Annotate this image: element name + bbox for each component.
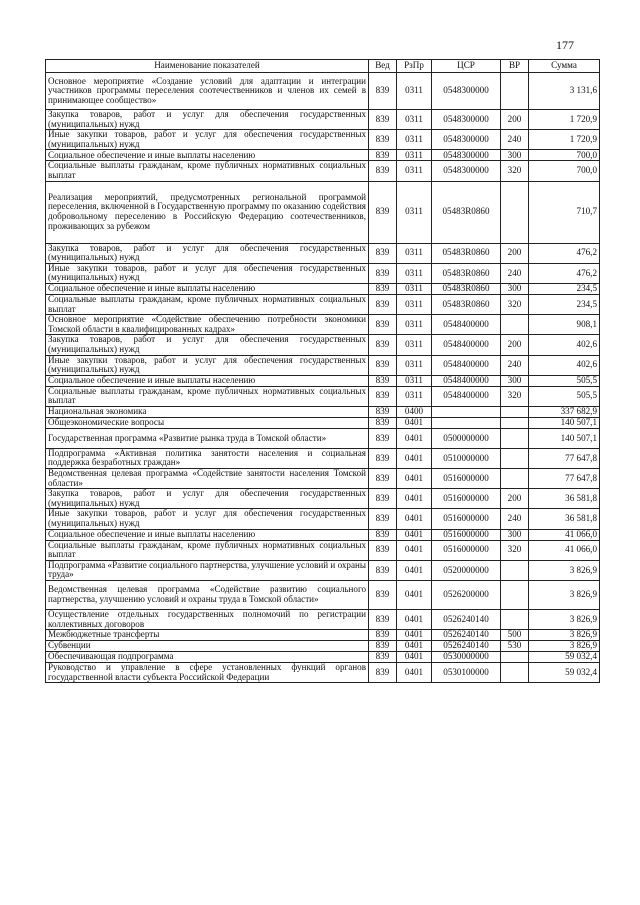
row-csr: 0526240140 — [432, 630, 501, 641]
row-csr: 0526240140 — [432, 610, 501, 630]
row-csr: 0520000000 — [432, 560, 501, 580]
row-sum: 3 131,6 — [529, 73, 600, 110]
row-sum: 3 826,9 — [529, 581, 600, 610]
row-csr: 05483R0860 — [432, 283, 501, 294]
row-ved: 839 — [369, 161, 397, 181]
table-row — [46, 581, 600, 610]
row-rzpr: 0311 — [397, 294, 432, 314]
row-name: Общеэкономические вопросы — [46, 417, 369, 428]
table-body — [46, 73, 600, 683]
header-ved: Вед — [369, 60, 397, 73]
row-sum: 476,2 — [529, 243, 600, 263]
table-row — [46, 630, 600, 641]
row-rzpr: 0401 — [397, 652, 432, 663]
row-csr: 0548400000 — [432, 375, 501, 386]
row-name: Основное мероприятие «Создание условий для адаптации и интеграции участников программы переселения соотечественников и членов их семей в принимающее сообщество» — [46, 73, 369, 110]
row-ved: 839 — [369, 652, 397, 663]
row-vr — [501, 73, 529, 110]
row-name: Государственная программа «Развитие рынка труда в Томской области» — [46, 428, 369, 448]
table-row — [46, 406, 600, 417]
row-csr: 0526200000 — [432, 581, 501, 610]
row-rzpr: 0311 — [397, 315, 432, 335]
table-row — [46, 161, 600, 181]
table-row — [46, 560, 600, 580]
row-ved: 839 — [369, 641, 397, 652]
table-row — [46, 509, 600, 529]
row-csr: 05483R0860 — [432, 294, 501, 314]
row-ved: 839 — [369, 181, 397, 243]
row-sum: 1 720,9 — [529, 130, 600, 150]
table-row — [46, 663, 600, 683]
row-rzpr: 0401 — [397, 469, 432, 489]
row-csr: 0548400000 — [432, 335, 501, 355]
row-name: Социальные выплаты гражданам, кроме публичных нормативных социальных выплат — [46, 386, 369, 406]
row-rzpr: 0311 — [397, 130, 432, 150]
row-sum: 140 507,1 — [529, 428, 600, 448]
header-vr: ВР — [501, 60, 529, 73]
row-name: Закупка товаров, работ и услуг для обеспечения государственных (муниципальных) нужд — [46, 110, 369, 130]
row-sum: 505,5 — [529, 375, 600, 386]
row-vr: 200 — [501, 243, 529, 263]
row-sum: 476,2 — [529, 263, 600, 283]
row-vr: 300 — [501, 283, 529, 294]
table-row — [46, 489, 600, 509]
row-rzpr: 0401 — [397, 610, 432, 630]
header-sum: Сумма — [529, 60, 600, 73]
row-sum: 36 581,8 — [529, 509, 600, 529]
row-name: Обеспечивающая подпрограмма — [46, 652, 369, 663]
row-name: Социальные выплаты гражданам, кроме публичных нормативных социальных выплат — [46, 540, 369, 560]
row-vr: 300 — [501, 150, 529, 161]
row-sum: 402,6 — [529, 335, 600, 355]
row-ved: 839 — [369, 263, 397, 283]
row-vr: 530 — [501, 641, 529, 652]
row-rzpr: 0401 — [397, 428, 432, 448]
row-vr: 300 — [501, 375, 529, 386]
row-csr: 0516000000 — [432, 489, 501, 509]
row-rzpr: 0311 — [397, 283, 432, 294]
row-sum: 41 066,0 — [529, 540, 600, 560]
row-csr: 0516000000 — [432, 529, 501, 540]
row-vr — [501, 406, 529, 417]
row-rzpr: 0311 — [397, 355, 432, 375]
table-row — [46, 130, 600, 150]
table-row — [46, 469, 600, 489]
row-name: Иные закупки товаров, работ и услуг для обеспечения государственных (муниципальных) нужд — [46, 509, 369, 529]
row-name: Осуществление отдельных государственных полномочий по регистрации коллективных договоров — [46, 610, 369, 630]
table-row — [46, 150, 600, 161]
row-name: Социальное обеспечение и иные выплаты населению — [46, 150, 369, 161]
row-csr: 0530000000 — [432, 652, 501, 663]
row-csr: 0516000000 — [432, 540, 501, 560]
row-vr: 500 — [501, 630, 529, 641]
table-row — [46, 243, 600, 263]
row-sum: 234,5 — [529, 294, 600, 314]
row-ved: 839 — [369, 581, 397, 610]
row-rzpr: 0311 — [397, 73, 432, 110]
row-sum: 234,5 — [529, 283, 600, 294]
row-sum: 710,7 — [529, 181, 600, 243]
row-csr: 0548300000 — [432, 150, 501, 161]
row-name: Основное мероприятие «Содействие обеспечению потребности экономики Томской области в квалифицированных кадрах» — [46, 315, 369, 335]
row-vr — [501, 581, 529, 610]
table-row — [46, 417, 600, 428]
table-header-row — [46, 60, 600, 73]
header-rzpr: РзПр — [397, 60, 432, 73]
row-name: Иные закупки товаров, работ и услуг для обеспечения государственных (муниципальных) нужд — [46, 355, 369, 375]
row-csr: 05483R0860 — [432, 263, 501, 283]
row-sum: 908,1 — [529, 315, 600, 335]
row-csr: 0526240140 — [432, 641, 501, 652]
row-sum: 3 826,9 — [529, 641, 600, 652]
row-vr — [501, 181, 529, 243]
row-ved: 839 — [369, 375, 397, 386]
row-rzpr: 0311 — [397, 335, 432, 355]
budget-table — [45, 59, 600, 683]
page-number: 177 — [556, 38, 574, 52]
row-rzpr: 0401 — [397, 448, 432, 468]
row-ved: 839 — [369, 110, 397, 130]
row-vr: 320 — [501, 294, 529, 314]
row-sum: 3 826,9 — [529, 610, 600, 630]
row-vr: 240 — [501, 509, 529, 529]
row-name: Социальное обеспечение и иные выплаты населению — [46, 283, 369, 294]
row-ved: 839 — [369, 610, 397, 630]
row-sum: 1 720,9 — [529, 110, 600, 130]
row-rzpr: 0311 — [397, 243, 432, 263]
row-rzpr: 0311 — [397, 110, 432, 130]
row-name: Социальное обеспечение и иные выплаты населению — [46, 529, 369, 540]
row-vr: 240 — [501, 263, 529, 283]
row-ved: 839 — [369, 150, 397, 161]
row-csr: 0548300000 — [432, 73, 501, 110]
row-name: Закупка товаров, работ и услуг для обеспечения государственных (муниципальных) нужд — [46, 489, 369, 509]
table-row — [46, 610, 600, 630]
row-ved: 839 — [369, 529, 397, 540]
row-vr — [501, 610, 529, 630]
row-ved: 839 — [369, 509, 397, 529]
row-csr: 0548300000 — [432, 130, 501, 150]
row-ved: 839 — [369, 130, 397, 150]
row-sum: 59 032,4 — [529, 652, 600, 663]
row-rzpr: 0311 — [397, 386, 432, 406]
row-name: Закупка товаров, работ и услуг для обеспечения государственных (муниципальных) нужд — [46, 335, 369, 355]
row-name: Иные закупки товаров, работ и услуг для обеспечения государственных (муниципальных) нужд — [46, 263, 369, 283]
row-sum: 59 032,4 — [529, 663, 600, 683]
row-rzpr: 0401 — [397, 641, 432, 652]
row-vr — [501, 417, 529, 428]
table-row — [46, 652, 600, 663]
row-vr — [501, 448, 529, 468]
row-rzpr: 0401 — [397, 663, 432, 683]
row-ved: 839 — [369, 630, 397, 641]
row-ved: 839 — [369, 540, 397, 560]
row-vr: 200 — [501, 489, 529, 509]
row-name: Подпрограмма «Активная политика занятости населения и социальная поддержка безработных граждан» — [46, 448, 369, 468]
header-name: Наименование показателей — [46, 60, 369, 73]
table-row — [46, 355, 600, 375]
table-row — [46, 283, 600, 294]
row-rzpr: 0401 — [397, 630, 432, 641]
row-csr: 05483R0860 — [432, 181, 501, 243]
row-rzpr: 0401 — [397, 489, 432, 509]
row-ved: 839 — [369, 355, 397, 375]
row-sum: 36 581,8 — [529, 489, 600, 509]
row-ved: 839 — [369, 560, 397, 580]
row-rzpr: 0311 — [397, 150, 432, 161]
row-vr: 240 — [501, 355, 529, 375]
row-vr: 320 — [501, 540, 529, 560]
row-ved: 839 — [369, 469, 397, 489]
row-name: Закупка товаров, работ и услуг для обеспечения государственных (муниципальных) нужд — [46, 243, 369, 263]
row-csr: 05483R0860 — [432, 243, 501, 263]
row-ved: 839 — [369, 406, 397, 417]
table-row — [46, 540, 600, 560]
row-ved: 839 — [369, 283, 397, 294]
row-rzpr: 0401 — [397, 560, 432, 580]
table-row — [46, 386, 600, 406]
row-vr: 320 — [501, 161, 529, 181]
row-csr: 0516000000 — [432, 469, 501, 489]
row-vr — [501, 652, 529, 663]
row-csr — [432, 406, 501, 417]
row-sum: 3 826,9 — [529, 560, 600, 580]
row-sum: 41 066,0 — [529, 529, 600, 540]
row-ved: 839 — [369, 335, 397, 355]
row-name: Социальные выплаты гражданам, кроме публичных нормативных социальных выплат — [46, 294, 369, 314]
row-rzpr: 0401 — [397, 581, 432, 610]
row-vr — [501, 560, 529, 580]
row-name: Реализация мероприятий, предусмотренных региональной программой переселения, включенной в Государственную программу по оказанию содействия добровольному переселению в Российскую Федерацию соотечественников, проживающих за рубежом — [46, 181, 369, 243]
row-name: Национальная экономика — [46, 406, 369, 417]
row-rzpr: 0401 — [397, 417, 432, 428]
row-csr: 0548400000 — [432, 386, 501, 406]
table-row — [46, 315, 600, 335]
table-row — [46, 263, 600, 283]
row-rzpr: 0401 — [397, 509, 432, 529]
row-sum: 505,5 — [529, 386, 600, 406]
row-csr: 0548300000 — [432, 110, 501, 130]
row-name: Межбюджетные трансферты — [46, 630, 369, 641]
row-vr — [501, 315, 529, 335]
row-vr — [501, 469, 529, 489]
row-name: Подпрограмма «Развитие социального партнерства, улучшение условий и охраны труда» — [46, 560, 369, 580]
row-ved: 839 — [369, 663, 397, 683]
row-vr: 200 — [501, 110, 529, 130]
row-name: Социальное обеспечение и иные выплаты населению — [46, 375, 369, 386]
row-name: Социальные выплаты гражданам, кроме публичных нормативных социальных выплат — [46, 161, 369, 181]
row-sum: 77 647,8 — [529, 448, 600, 468]
row-ved: 839 — [369, 417, 397, 428]
row-rzpr: 0401 — [397, 540, 432, 560]
row-name: Ведомственная целевая программа «Содействие занятости населения Томской области» — [46, 469, 369, 489]
row-sum: 402,6 — [529, 355, 600, 375]
row-name: Ведомственная целевая программа «Содействие развитию социального партнерства, улучшению условий и охраны труда в Томской области» — [46, 581, 369, 610]
row-name: Субвенции — [46, 641, 369, 652]
row-rzpr: 0311 — [397, 181, 432, 243]
row-vr — [501, 428, 529, 448]
row-ved: 839 — [369, 386, 397, 406]
row-ved: 839 — [369, 315, 397, 335]
row-csr: 0548400000 — [432, 315, 501, 335]
table-row — [46, 110, 600, 130]
row-ved: 839 — [369, 294, 397, 314]
row-ved: 839 — [369, 489, 397, 509]
row-rzpr: 0401 — [397, 529, 432, 540]
row-ved: 839 — [369, 448, 397, 468]
row-name: Иные закупки товаров, работ и услуг для обеспечения государственных (муниципальных) нужд — [46, 130, 369, 150]
row-sum: 337 682,9 — [529, 406, 600, 417]
header-csr: ЦСР — [432, 60, 501, 73]
table-row — [46, 448, 600, 468]
row-sum: 140 507,1 — [529, 417, 600, 428]
row-sum: 700,0 — [529, 161, 600, 181]
table-row — [46, 375, 600, 386]
row-csr: 0548300000 — [432, 161, 501, 181]
table-row — [46, 335, 600, 355]
row-rzpr: 0400 — [397, 406, 432, 417]
row-ved: 839 — [369, 243, 397, 263]
row-csr: 0530100000 — [432, 663, 501, 683]
row-csr: 0548400000 — [432, 355, 501, 375]
row-rzpr: 0311 — [397, 375, 432, 386]
table-row — [46, 181, 600, 243]
row-rzpr: 0311 — [397, 161, 432, 181]
row-csr — [432, 417, 501, 428]
table-row — [46, 529, 600, 540]
row-vr: 300 — [501, 529, 529, 540]
row-ved: 839 — [369, 428, 397, 448]
row-name: Руководство и управление в сфере установленных функций органов государственной власти субъекта Российской Федерации — [46, 663, 369, 683]
table-row — [46, 73, 600, 110]
table-row — [46, 428, 600, 448]
row-rzpr: 0311 — [397, 263, 432, 283]
row-vr: 200 — [501, 335, 529, 355]
table-row — [46, 294, 600, 314]
row-vr: 320 — [501, 386, 529, 406]
row-sum: 77 647,8 — [529, 469, 600, 489]
row-csr: 0510000000 — [432, 448, 501, 468]
row-csr: 0500000000 — [432, 428, 501, 448]
row-sum: 3 826,9 — [529, 630, 600, 641]
row-vr: 240 — [501, 130, 529, 150]
row-vr — [501, 663, 529, 683]
row-sum: 700,0 — [529, 150, 600, 161]
row-csr: 0516000000 — [432, 509, 501, 529]
row-ved: 839 — [369, 73, 397, 110]
table-row — [46, 641, 600, 652]
